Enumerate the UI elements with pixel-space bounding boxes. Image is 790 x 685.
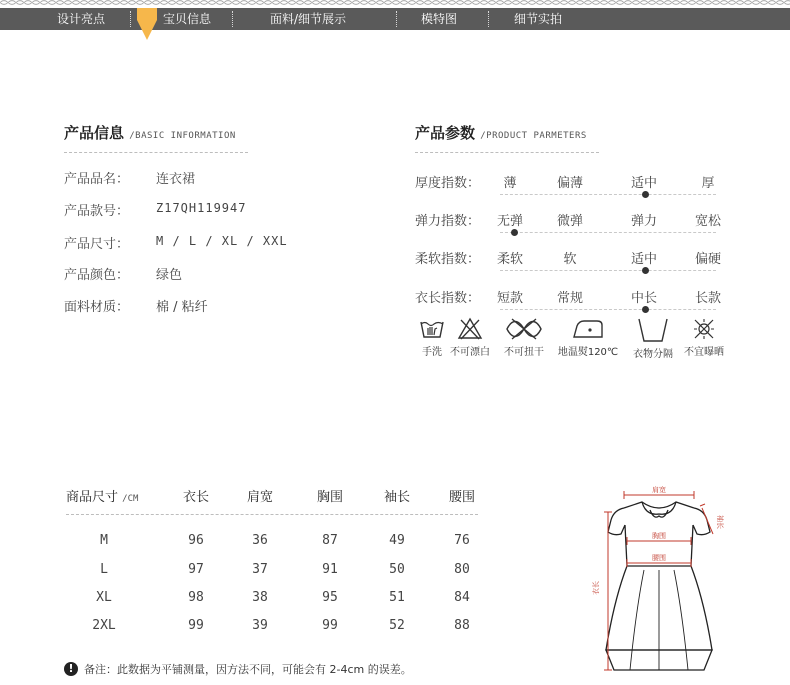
param-option: 宽松 (694, 214, 721, 229)
no-wring-icon (504, 317, 544, 341)
size-col-header: 胸围 (316, 490, 343, 505)
nav-item-detail-shots[interactable]: 细节实拍 (514, 12, 563, 26)
param-label: 衣长指数： (415, 291, 481, 306)
info-label-style-no: 产品款号： (64, 204, 130, 219)
param-scale-line (500, 309, 716, 310)
size-cell: 96 (188, 533, 204, 548)
param-selected-dot (511, 229, 518, 236)
size-cell: 37 (252, 562, 268, 577)
info-label-color: 产品颜色： (64, 268, 130, 283)
sleeve-label: 袖长 (716, 515, 724, 529)
care-low-iron (557, 317, 619, 358)
size-table-header (66, 486, 138, 505)
dress-outline-icon (606, 502, 712, 670)
care-label: 不可漂白 (450, 347, 490, 358)
param-selected-dot (642, 267, 649, 274)
nav-item-design-highlights[interactable]: 设计亮点 (57, 12, 106, 26)
param-scale-line (500, 232, 716, 233)
size-col-header: 衣长 (182, 490, 209, 505)
info-label-material: 面料材质： (64, 300, 130, 315)
top-decorative-border (0, 0, 790, 5)
size-cell: 88 (454, 618, 470, 633)
size-cell: 36 (252, 533, 268, 548)
info-label-name: 产品品名： (64, 172, 130, 187)
size-cell: 52 (389, 618, 405, 633)
info-label-size: 产品尺寸： (64, 237, 130, 252)
param-option: 长款 (694, 291, 721, 306)
param-option: 无弹 (496, 214, 523, 229)
param-label: 厚度指数： (415, 176, 481, 191)
param-option: 微弹 (556, 214, 583, 229)
nav-separator (130, 11, 131, 27)
info-value-name: 连衣裙 (156, 172, 196, 187)
care-label: 地温熨120℃ (557, 347, 619, 358)
care-no-bleach (439, 317, 501, 358)
info-value-style-no: Z17QH119947 (156, 201, 247, 215)
size-cell: 95 (322, 590, 338, 605)
param-label: 柔软指数： (415, 252, 481, 267)
param-option: 薄 (503, 176, 517, 191)
no-sun-dry-icon (691, 317, 717, 341)
nav-item-model-photos[interactable]: 模特图 (421, 12, 458, 26)
param-option: 偏硬 (694, 252, 721, 267)
size-col-header: 肩宽 (246, 490, 273, 505)
product-params-title: 产品参数 (415, 124, 476, 142)
size-cell: 76 (454, 533, 470, 548)
size-col-header: 袖长 (383, 490, 410, 505)
size-cell: 97 (188, 562, 204, 577)
active-nav-marker-icon (137, 8, 157, 40)
size-cell: 84 (454, 590, 470, 605)
no-bleach-icon (457, 317, 483, 341)
info-value-material: 棉 / 粘纤 (156, 300, 208, 315)
info-icon: ! (64, 662, 78, 676)
divider (66, 514, 478, 515)
param-option: 常规 (556, 291, 583, 306)
size-cell: 91 (322, 562, 338, 577)
nav-separator (396, 11, 397, 27)
param-scale-line (500, 194, 716, 195)
size-table-unit: /CM (122, 494, 139, 504)
nav-separator (488, 11, 489, 27)
param-option: 柔软 (496, 252, 523, 267)
size-col-header: 腰围 (448, 490, 475, 505)
low-iron-icon (571, 317, 605, 341)
size-cell: 51 (389, 590, 405, 605)
measurement-note: 备注：此数据为平铺测量，因方法不同，可能会有 2-4cm 的误差。 (84, 663, 412, 676)
chest-label: 胸围 (652, 532, 666, 540)
size-cell: 99 (188, 618, 204, 633)
size-cell: 39 (252, 618, 268, 633)
shoulder-label: 肩宽 (652, 486, 666, 494)
info-value-color: 绿色 (156, 268, 183, 283)
size-cell: 98 (188, 590, 204, 605)
care-label: 不可扭干 (504, 347, 544, 358)
size-table-title: 商品尺寸 (66, 490, 119, 505)
param-option: 适中 (630, 252, 657, 267)
param-option: 短款 (496, 291, 523, 306)
size-cell: 50 (389, 562, 405, 577)
waist-label: 腰围 (652, 554, 666, 562)
dress-measurement-diagram (584, 470, 734, 680)
size-row-label: L (100, 562, 108, 577)
size-cell: 80 (454, 562, 470, 577)
care-no-sun-dry (673, 317, 735, 358)
divider (64, 152, 248, 153)
section-nav-bar (0, 8, 790, 30)
param-option: 偏薄 (556, 176, 583, 191)
param-option: 适中 (630, 176, 657, 191)
care-label: 衣物分隔 (633, 349, 673, 360)
product-info-subtitle: /BASIC INFORMATION (129, 131, 236, 141)
size-row-label: 2XL (92, 618, 116, 633)
size-row-label: M (100, 533, 108, 548)
size-cell: 49 (389, 533, 405, 548)
care-no-wring (493, 317, 555, 358)
nav-item-product-info[interactable]: 宝贝信息 (163, 12, 212, 26)
size-row-label: XL (96, 590, 112, 605)
divider (415, 152, 599, 153)
size-cell: 87 (322, 533, 338, 548)
param-option: 软 (563, 252, 577, 267)
separate-wash-icon (636, 317, 670, 343)
param-scale-line (500, 270, 716, 271)
product-info-heading (64, 122, 236, 143)
nav-separator (232, 11, 233, 27)
size-cell: 99 (322, 618, 338, 633)
product-info-title: 产品信息 (64, 124, 125, 142)
length-label: 衣长 (592, 581, 600, 595)
param-selected-dot (642, 306, 649, 313)
care-label: 不宜曝晒 (684, 347, 724, 358)
param-option: 厚 (701, 176, 715, 191)
product-params-heading (415, 122, 587, 143)
size-cell: 38 (252, 590, 268, 605)
param-selected-dot (642, 191, 649, 198)
info-value-size: M / L / XL / XXL (156, 234, 288, 248)
param-option: 中长 (630, 291, 657, 306)
param-label: 弹力指数： (415, 214, 481, 229)
param-option: 弹力 (630, 214, 657, 229)
product-params-subtitle: /PRODUCT PARMETERS (480, 131, 587, 141)
care-label: 手洗 (422, 347, 442, 358)
nav-item-fabric-details[interactable]: 面料/细节展示 (270, 12, 347, 26)
